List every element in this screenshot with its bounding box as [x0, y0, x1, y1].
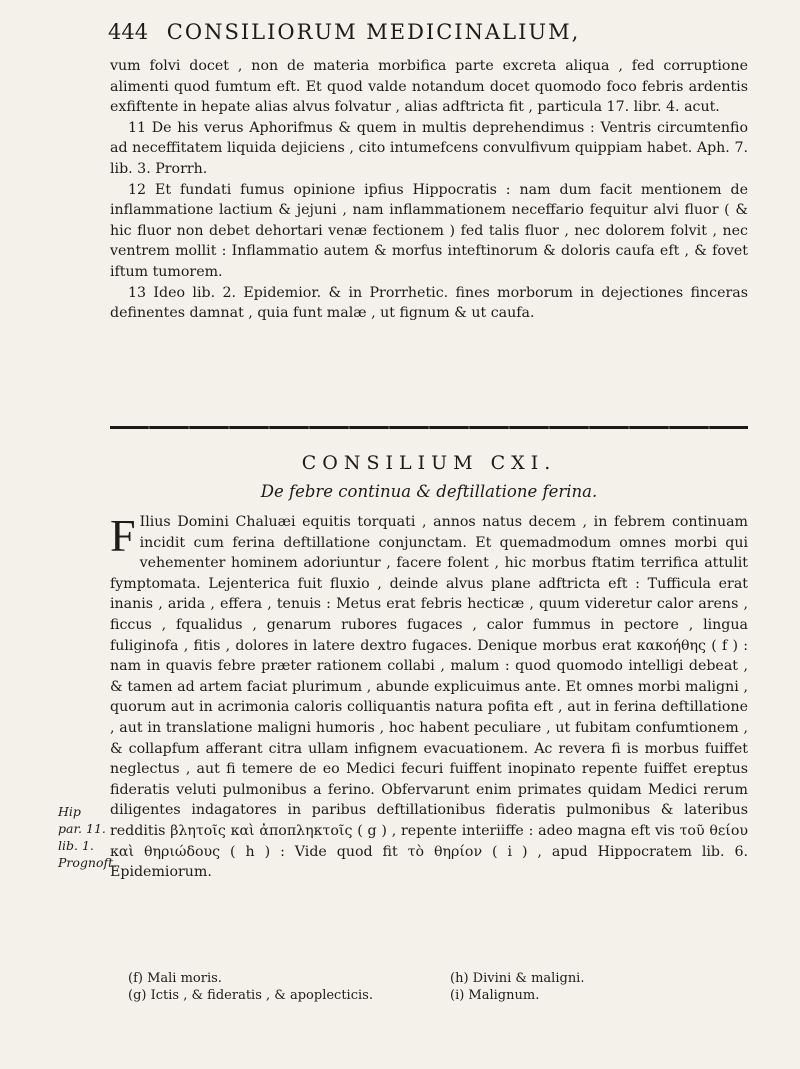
margin-note-line: lib. 1. Prognoft.: [58, 838, 118, 870]
consilium-body: [110, 512, 748, 883]
consilium-text: Ilius Domini Chaluæi equitis torquati , annos natus decem , in febrem continuam incidit cum ferina deftillatione conjunctam. Et quemadmodum omnes morbi qui vehementer hominem adoriuntur , facere folent , hic morbus ftatim terrifica attulit fymptomata. Lejenterica fuit fluxio , deinde alvus plane adftricta eft : Tufficula erat inanis , arida , effera , tenuis : Metus erat febris hecticæ , quum videretur calor arens , ficcus , fqualidus , genarum rubores fugaces , calor fummus in pectore , lingua fuliginofa , fitis , dolores in latere dextro fugaces. Denique morbus erat κακοήθης ( f ) : nam in quavis febre præter rationem collabi , malum : quod quomodo intelligi debeat , & tamen ad artem faciat plurimum , abunde explicuimus ante. Et omnes morbi maligni , quorum aut in acrimonia caloris colliquantis natura pofita eft , aut in ferina deftillatione , aut in translatione maligni humoris , hoc habent peculiare , ut fubitam confumtionem , & collapfum afferant citra ullam infignem evacuationem. Ac revera fi is morbus fuiffet neglectus , aut fi temere de eo Medici fecuri fuiffent inopinato repente fuiffet ereptus fideratis veluti pulmonibus a ferino. Obfervarunt enim primates quidam Medici rerum diligentes indagatores in paribus deftillationibus fideratis pulmonibus & lateribus redditis βλητοῖς καὶ ἀποπληκτοῖς ( g ) , repente interiiffe : adeo magna eft vis τοῦ θείου καὶ θηριώδους ( h ) : Vide quod fit τὸ θηρίον ( i ) , apud Hippocratem lib. 6. Epidemiorum.: [110, 514, 748, 881]
intro-paragraph: 12 Et fundati fumus opinione ipfius Hippocratis : nam dum facit mentionem de inflammatione lactium & jejuni , nam inflammationem neceffario fequitur alvi fluor ( & hic fluor non debet dehortari venæ fectionem ) fed talis fluor , nec dolorem folvit , nec ventrem mollit : Inflammatio autem & morfus inteftinorum & doloris caufa eft , & fovet iftum tumorem.: [110, 181, 748, 280]
intro-paragraph: 11 De his verus Aphorifmus & quem in multis deprehendimus : Ventris circumtenfio ad neceffitatem liquida dejiciens , cito intumefcens convulfivum quippiam habet. Aph. 7. lib. 3. Prorrh.: [110, 119, 748, 177]
intro-section: [110, 56, 748, 324]
running-header: [108, 20, 748, 44]
footnote-i: (i) Malignum.: [450, 988, 540, 1003]
margin-note: [58, 803, 118, 871]
footnotes: [128, 970, 748, 1004]
drop-cap: F: [110, 510, 136, 561]
consilium-title: CONSILIUM CXI.: [301, 452, 557, 474]
footnote-f: (f) Mali moris.: [128, 971, 222, 986]
intro-paragraph: 13 Ideo lib. 2. Epidemior. & in Prorrhetic. fines morborum in dejectiones finceras definentes damnat , quia funt malæ , ut fignum & ut caufa.: [110, 284, 748, 322]
footnote-h: (h) Divini & maligni.: [450, 971, 585, 986]
consilium-subtitle: De febre continua & deftillatione ferina.: [260, 482, 598, 501]
margin-note-line: Hip par. 11.: [58, 804, 106, 836]
footnote-g: (g) Ictis , & fideratis , & apoplecticis.: [128, 988, 373, 1003]
intro-paragraph: vum folvi docet , non de materia morbifica parte excreta aliqua , fed corruptione alimenti quod fumtum eft. Et quod valde notandum docet quomodo foco febris ardentis exfiftente in hepate alias alvus folvatur , alias adftricta fit , particula 17. libr. 4. acut.: [110, 58, 748, 116]
section-divider: [110, 426, 748, 429]
running-title: CONSILIORUM MEDICINALIUM,: [166, 20, 581, 44]
page-number: 444: [108, 20, 149, 44]
